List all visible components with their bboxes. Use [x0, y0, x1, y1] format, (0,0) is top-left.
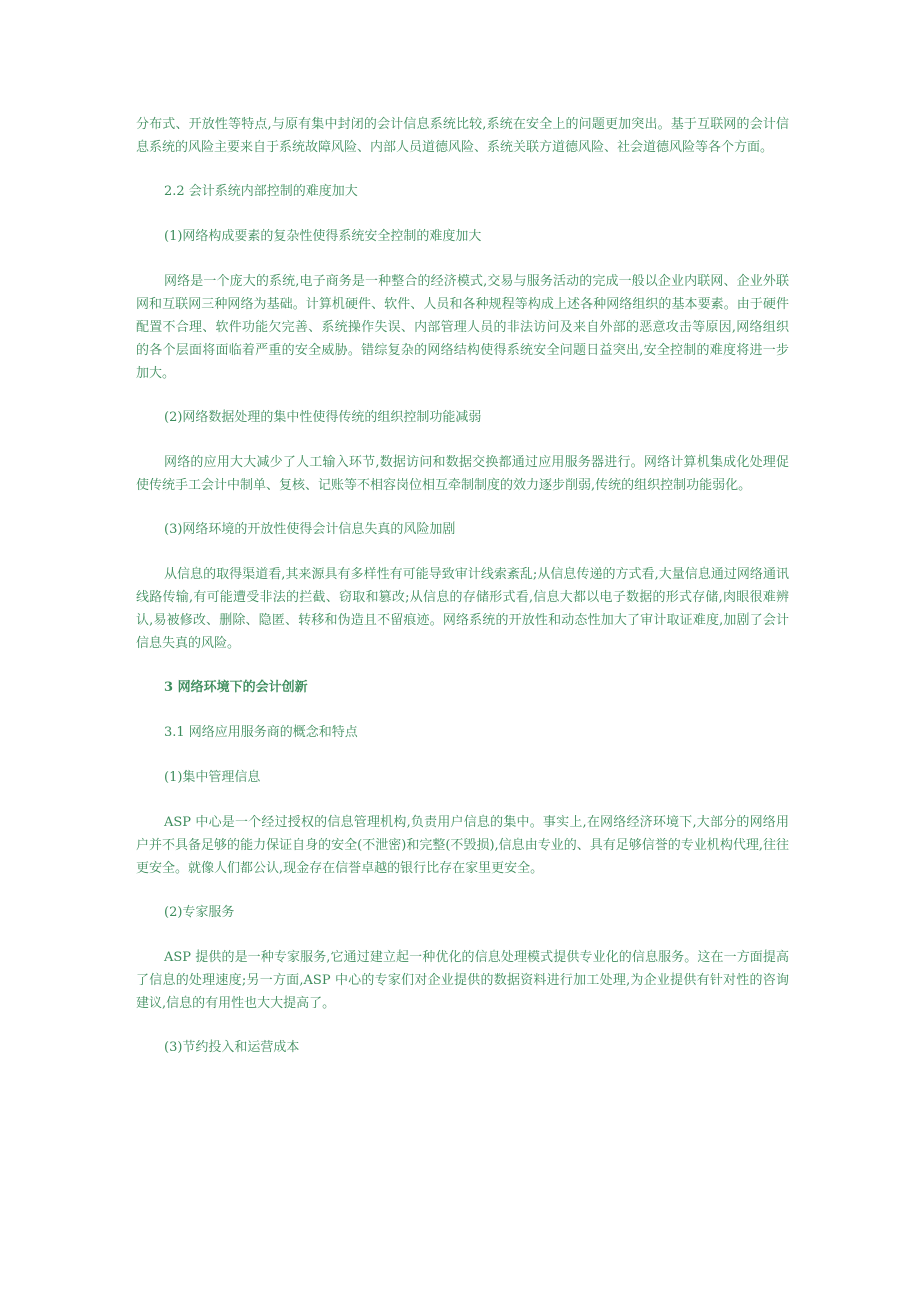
document-body	[136, 113, 789, 1081]
paragraph-risk-sources: 分布式、开放性等特点,与原有集中封闭的会计信息系统比较,系统在安全上的问题更加突出。基于互联网的会计信息系统的风险主要来自于系统故障风险、内部人员道德风险、系统关联方道德风险、社会道德风险等各个方面。	[136, 117, 789, 155]
paragraph-information-distortion: 从信息的取得渠道看,其来源具有多样性有可能导致审计线索紊乱;从信息传递的方式看,大量信息通过网络通讯线路传输,有可能遭受非法的拦截、窃取和篡改;从信息的存储形式看,信息大都以电子数据的形式存储,肉眼很难辨认,易被修改、删除、隐匿、转移和伪造且不留痕迹。网络系统的开放性和动态性加大了审计取证难度,加剧了会计信息失真的风险。	[136, 567, 789, 651]
paragraph-data-centralization: 网络的应用大大减少了人工输入环节,数据访问和数据交换都通过应用服务器进行。网络计算机集成化处理促使传统手工会计中制单、复核、记账等不相容岗位相互牵制制度的效力逐步削弱,传统的组织控制功能弱化。	[136, 455, 789, 493]
paragraph-asp-center: ASP 中心是一个经过授权的信息管理机构,负责用户信息的集中。事实上,在网络经济环境下,大部分的网络用户并不具备足够的能力保证自身的安全(不泄密)和完整(不毁损),信息由专业的、具有足够信誉的专业机构代理,往往更安全。就像人们都公认,现金存在信誉卓越的银行比存在家里更安全。	[136, 815, 789, 876]
paragraph-asp-expert: ASP 提供的是一种专家服务,它通过建立起一种优化的信息处理模式提供专业化的信息服务。这在一方面提高了信息的处理速度;另一方面,ASP 中心的专家们对企业提供的数据资料进行加工处理,为企业提供有针对性的咨询建议,信息的有用性也大大提高了。	[136, 950, 789, 1011]
heading-3-section: 3 网络环境下的会计创新	[164, 680, 308, 695]
subheading-1-complexity: (1)网络构成要素的复杂性使得系统安全控制的难度加大	[164, 229, 482, 244]
heading-3-1: 3.1 网络应用服务商的概念和特点	[164, 725, 358, 740]
heading-2-2: 2.2 会计系统内部控制的难度加大	[164, 184, 358, 199]
subheading-3-openness: (3)网络环境的开放性使得会计信息失真的风险加剧	[164, 522, 456, 537]
subheading-3-cost-saving: (3)节约投入和运营成本	[164, 1040, 300, 1055]
subheading-1-centralized-info: (1)集中管理信息	[164, 770, 261, 785]
paragraph-network-complexity: 网络是一个庞大的系统,电子商务是一种整合的经济模式,交易与服务活动的完成一般以企业内联网、企业外联网和互联网三种网络为基础。计算机硬件、软件、人员和各种规程等构成上述各种网络组织的基本要素。由于硬件配置不合理、软件功能欠完善、系统操作失误、内部管理人员的非法访问及来自外部的恶意攻击等原因,网络组织的各个层面将面临着严重的安全威胁。错综复杂的网络结构使得系统安全问题日益突出,安全控制的难度将进一步加大。	[136, 274, 789, 381]
subheading-2-expert-service: (2)专家服务	[164, 905, 235, 920]
subheading-2-centralization: (2)网络数据处理的集中性使得传统的组织控制功能减弱	[164, 410, 482, 425]
